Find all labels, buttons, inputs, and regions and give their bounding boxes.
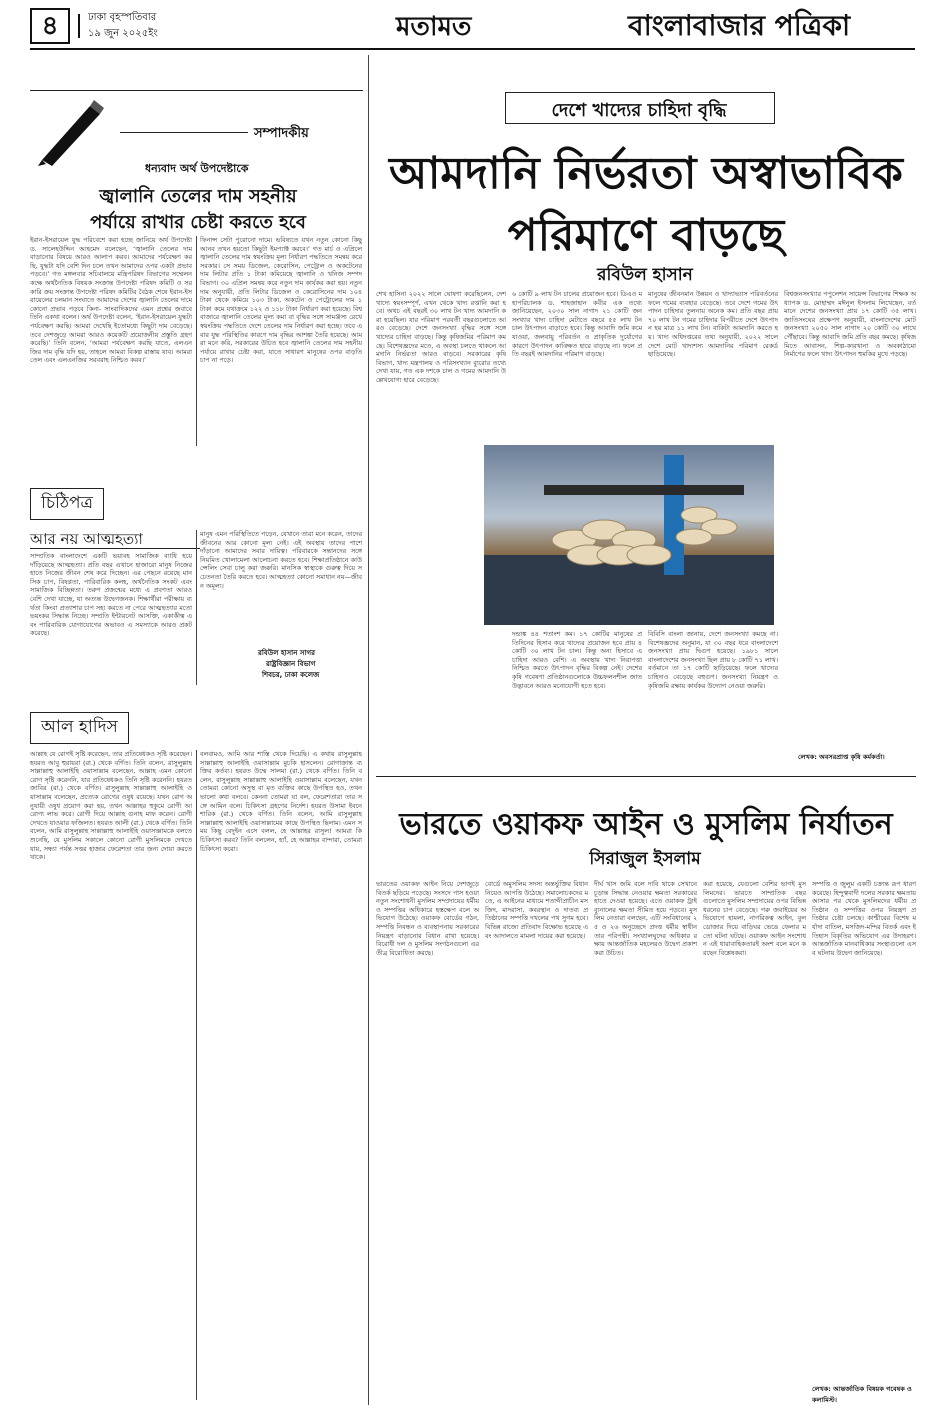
letters-signature-dept: রাষ্ট্রবিজ্ঞান বিভাগ <box>266 660 316 668</box>
editorial-headline-1: জ্বালানি তেলের দাম সহনীয় <box>99 186 297 207</box>
page-column-rule <box>368 55 369 1405</box>
food-caption-left: দন্ডাঙ্ক ৪৪ শতাংশ কম। ১৭ কোটির মানুষের প্রতিদিনের হিসাব করে খাদ্যের প্রয়োজন হবে প্রায় ৪ কোটি ৩০ লাখ টন চাল। কিন্তু অন্য হিসাবে এ চাহিদা আরও বেশি। এ অবস্থায় খাদ্য নিরাপত্তা নিশ্চিত করতে উৎপাদন বৃদ্ধির বিকল্প নেই। দেশের কৃষি গবেষণা প্রতিষ্ঠানগুলোকে উচ্চফলনশীল জাত উদ্ভাবনে আরও মনোযোগী হতে হবে। <box>512 630 642 690</box>
food-author-note: লেখক: অবসরপ্রাপ্ত কৃষি কর্মকর্তা। <box>798 753 885 761</box>
editorial-label: সম্পাদকীয় <box>254 126 309 141</box>
page-number: ৪ <box>30 8 70 44</box>
masthead: বাংলাবাজার পত্রিকা <box>628 9 851 42</box>
hadith-label: আল হাদিস <box>30 712 129 744</box>
editorial-headline-2: পর্যায়ে রাখার চেষ্টা করতে হবে <box>90 212 306 233</box>
food-headline-2: পরিমাণে বাড়ছে <box>507 210 785 261</box>
food-bottom-rule <box>376 776 916 777</box>
letters-headline-rule <box>30 548 200 549</box>
letters-col-rule <box>196 530 197 685</box>
hadith-col-2: বলবামও, আমি আর শাস্তি থেকে দিয়েছি। এ কথায় রাসুলুল্লাহ সাল্লাল্লাহু আলাইহি ওয়াসাল্লাম মুচকি হাসলেন। রোগাক্রান্ত ব্যক্তির কর্তব্য। হযরত উম্মে সালমা (রা.) থেকে বর্ণিত। তিনি বলেন, রাসুলুল্লাহ সাল্লাল্লাহু আলাইহি ওয়াসাল্লাম বলেছেন, যখন তোমরা কোনো অসুস্থ বা মৃত ব্যক্তির কাছে উপস্থিত হও, তখন ভালো কথা বলবে। কেননা তোমরা যা বল, ফেরেশতারা তার সঙ্গে আমিন বলে। চিকিৎসা গ্রহণের নির্দেশ। হযরত উসামা ইবনে শারিক (রা.) থেকে বর্ণিত। তিনি বলেন, আমি রাসুলুল্লাহ সাল্লাল্লাহু আলাইহি ওয়াসাল্লামের কাছে উপস্থিত ছিলাম। এমন সময় কিছু বেদুইন এসে বলল, হে আল্লাহর রাসুল! আমরা কি চিকিৎসা করব? তিনি বললেন, হ্যাঁ, হে আল্লাহর বান্দারা, তোমরা চিকিৎসা করো। <box>200 750 362 853</box>
header-rule <box>30 48 915 50</box>
food-col-1: শেখ হাসিনা ২০২২ সালে ঘোষণা করেছিলেন, দেশ খাদ্যে স্বয়ংসম্পূর্ণ, এখন থেকে খাদ্য রপ্তানি করা হবে। অথচ এই বছরই ৩০ লাখ টন খাদ্য আমদানি করা হয়েছিল। যার পরিমাণ পরবর্তী বছরগুলোতে আরও বেড়েছে। দেশে জনসংখ্যা বৃদ্ধির সঙ্গে সঙ্গে খাদ্যের চাহিদা বাড়ছে। কিন্তু কৃষিজমির পরিমাণ কমছে। বিশেষজ্ঞদের মতে, এ অবস্থা চলতে থাকলে আমদানি নির্ভরতা আরও বাড়বে। সরকারের কৃষি বিভাগ, খাদ্য মন্ত্রণালয় ও পরিসংখ্যান ব্যুরোর তথ্যে দেখা যায়, গত এক দশকে চাল ও গমের আমদানি উল্লেখযোগ্য হারে বেড়েছে। <box>376 290 506 384</box>
header-divider-icon <box>78 14 80 38</box>
hadith-col-rule <box>196 750 197 1400</box>
waqf-col-2: বোর্ডে অমুসলিম সদস্য অন্তর্ভুক্তির বিধান নিয়েও আপত্তি উঠেছে। সমালোচকদের মতে, এ আইনের মাধ্যমে শতাব্দীপ্রাচীন মসজিদ, মাদরাসা, কবরস্থান ও দাতব্য প্রতিষ্ঠানের সম্পত্তি দখলের পথ সুগম হবে। বিভিন্ন রাজ্যে প্রতিবাদ বিক্ষোভ হয়েছে এবং আদালতে মামলা দায়ের করা হয়েছে। <box>485 880 588 940</box>
hadith-col-1: আল্লাহ যে রোগই সৃষ্টি করেছেন, তার প্রতিষেধকও সৃষ্টি করেছেন। হযরত আবু হুরায়রা (রা.) থেকে বর্ণিত। তিনি বলেন, রাসুলুল্লাহ সাল্লাল্লাহু আলাইহি ওয়াসাল্লাম বলেছেন, আল্লাহ এমন কোনো রোগ সৃষ্টি করেননি, যার প্রতিষেধকও তিনি সৃষ্টি করেননি। হযরত জাবির (রা.) থেকে বর্ণিত। রাসুলুল্লাহ সাল্লাল্লাহু আলাইহি ওয়াসাল্লাম বলেছেন, প্রত্যেক রোগের ওষুধ রয়েছে। যখন রোগ অনুযায়ী ওষুধ প্রয়োগ করা হয়, তখন আল্লাহর হুকুমে রোগী আরোগ্য লাভ করে। রোগী দিয়ে আল্লাহ গুনাহ মাফ করেন। রোগী দেখতে যাওয়ার ফজিলত। হযরত আলী (রা.) থেকে বর্ণিত। তিনি বলেন, আমি রাসুলুল্লাহ সাল্লাল্লাহু আলাইহি ওয়াসাল্লামকে বলতে শুনেছি, যে মুসলিম সকালে কোনো রোগী মুসলিমকে দেখতে যায়, সন্ধ্যা পর্যন্ত সত্তর হাজার ফেরেশতা তার জন্য দোয়া করতে থাকে। <box>30 750 192 862</box>
editorial-col-rule <box>196 236 197 446</box>
editorial-kicker: ধন্যবাদ অর্থ উপদেষ্টাকে <box>145 162 249 175</box>
header-day: ঢাকা বৃহস্পতিবার <box>88 12 157 23</box>
food-col-3: মানুষের জীবনমান উন্নয়ন ও খাদ্যাভ্যাস পরিবর্তনের ফলে গমের ব্যবহার বেড়েছে। তবে দেশে গমের উৎপাদন চাহিদার তুলনায় অনেক কম। প্রতি বছর প্রায় ৭০ লাখ টন গমের চাহিদার বিপরীতে দেশে উৎপাদন হয় মাত্র ১১ লাখ টন। বাকিটা আমদানি করতে হয়। খাদ্য অধিদপ্তরের তথ্য অনুযায়ী, ২০২২ সালে দেশে মোট খাদ্যশস্য আমদানির পরিমাণ রেকর্ড ছাড়িয়েছে। <box>648 290 778 359</box>
food-byline: রবিউল হাসান <box>597 265 693 285</box>
letters-label: চিঠিপত্র <box>30 488 104 520</box>
letters-col-1: সাম্প্রতিক বাংলাদেশে একটি ভয়াবহ সামাজিক ব্যাধি হয়ে দাঁড়িয়েছে আত্মহত্যা। প্রতি বছর এখানে হাজারো মানুষ নিজের হাতে নিজের জীবন শেষ করে দিচ্ছেন। এর পেছনে রয়েছে মানসিক চাপ, বিষণ্ণতা, পারিবারিক কলহ, অর্থনৈতিক সংকট এবং সামাজিক বিচ্ছিন্নতা। তরুণ প্রজন্মের মধ্যে এ প্রবণতা আরও বেশি দেখা যাচ্ছে, যা অত্যন্ত উদ্বেগজনক। শিক্ষার্থীরা পরীক্ষায় ব্যর্থতা কিংবা প্রত্যাশার চাপ সহ্য করতে না পেরে আত্মহত্যার মতো ভয়ংকর সিদ্ধান্ত নিচ্ছে। সম্প্রতি ইন্টারনেট আসক্তি, একাকীত্ব এবং পারিবারিক যোগাযোগের অভাবও এ সমস্যাকে আরও প্রকট করেছে। <box>30 552 192 638</box>
letters-headline: আর নয় আত্মহত্যা <box>30 530 143 548</box>
letters-col-2: মানুষ এমন পরিস্থিতিতে পড়েন, যেখানে তারা মনে করেন, তাদের জীবনের আর কোনো মূল্য নেই। এই অবস্থায় তাদের পাশে দাঁড়ানো আমাদের সবার দায়িত্ব। পরিবারকে সন্তানদের সঙ্গে নিয়মিত খোলামেলা আলোচনা করতে হবে। শিক্ষাপ্রতিষ্ঠানে কাউন্সেলিং সেবা চালু করা জরুরি। মানসিক স্বাস্থ্যকে গুরুত্ব দিয়ে সচেতনতা তৈরি করতে হবে। আত্মহত্যা কোনো সমাধান নয়—জীবন অমূল্য। <box>200 530 362 590</box>
food-col-4: বিশ্বজনসংখ্যার পপুলেশন সায়েন্স বিভাগের শিক্ষক অধ্যাপক ড. মোহাম্মদ মঈনুল ইসলাম লিখেছেন, বর্তমানে দেশের জনসংখ্যা প্রায় ১৭ কোটি ৩৫ লাখ। জাতিসংঘের প্রক্ষেপণ অনুযায়ী, বাংলাদেশের মোট জনসংখ্যা ২০৫০ সাল নাগাদ ২০ কোটি ৩০ লাখে পৌঁছাবে। কিন্তু আবাদি জমি প্রতি বছর কমছে। কৃষিজমিতে আবাসন, শিল্প-কারখানা ও অবকাঠামো নির্মাণের ফলে খাদ্য উৎপাদন হুমকির মুখে পড়ছে। <box>784 290 916 359</box>
food-kicker: দেশে খাদ্যের চাহিদা বৃদ্ধি <box>551 100 727 121</box>
letters-signature-place: শিবচর, ঢাকা কলেজ <box>262 671 320 679</box>
waqf-col-3: দীর্ঘ খাস জমি বলে দাবি থাকে সেখানে চূড়ান্ত সিদ্ধান্ত নেওয়ার ক্ষমতা সরকারের হাতে দেওয়া হয়েছে। এতে ওয়াকফ ট্রাইব্যুনালের ক্ষমতা সীমিত হয়ে পড়বে। মুসলিম নেতারা বলছেন, এটি সংবিধানের ২৫ ও ২৬ অনুচ্ছেদে প্রদত্ত ধর্মীয় স্বাধীনতার পরিপন্থী। সংখ্যালঘুদের অধিকার রক্ষায় আন্তর্জাতিক মহলেরও উদ্বেগ প্রকাশ করা উচিত। <box>594 880 697 957</box>
food-caption-right: বিবিসি বাংলা জানায়, দেশে জনসংখ্যা কমছে না। বিশেষজ্ঞদের অনুমান, যা ৩০ বছর ধরে বাংলাদেশে জনসংখ্যা প্রায় দ্বিগুণ হয়েছে। ১৯৮১ সালে বাংলাদেশের জনসংখ্যা ছিল প্রায় ৮ কোটি ৭১ লাখ। বর্তমানে তা ১৭ কোটি ছাড়িয়েছে। ফলে খাদ্যের চাহিদাও বেড়েছে বহুগুণ। জনসংখ্যা নিয়ন্ত্রণ ও কৃষিজমি রক্ষায় কার্যকর উদ্যোগ নেওয়া জরুরি। <box>648 630 778 690</box>
waqf-col-4: করা হয়েছে, যেগুলো বেশির ভাগই মুসলিমদের। ভারতে সাম্প্রতিক বছরগুলোতে মুসলিম সম্প্রদায়ের ওপর বিভিন্ন ধরনের চাপ বেড়েছে। গরু জবাইয়ের অভিযোগে হামলা, নাগরিকত্ব আইন, বুলডোজার দিয়ে বাড়িঘর ভেঙে ফেলার মতো ঘটনা ঘটছে। ওয়াকফ আইন সংশোধন এই ধারাবাহিকতারই অংশ বলে মনে করছেন বিশ্লেষকরা। <box>703 880 806 957</box>
editorial-col-1: ইরান-ইসরায়েল যুদ্ধ পরিবেশে করা হচ্ছে জানিয়ে অর্থ উপদেষ্টা ড. সালেহউদ্দিন আহমেদ বলেছেন, ‘জ্বালানি তেলের দাম বাড়ানোর বিষয়ে আরও আলাপ করব। আমাদের পর্যবেক্ষণ করছি, যুদ্ধটা যদি বেশি দিন চলে তখন আমাদের ওপর একটা প্রভাব পড়বে।’ গত মঙ্গলবার সচিবালয়ে মন্ত্রিপরিষদ বিভাগের সম্মেলন কক্ষে অর্থনৈতিক বিষয়ক সংক্রান্ত উপদেষ্টা পরিষদ কমিটি ও সরকারি ক্রয় সংক্রান্ত উপদেষ্টা পরিষদ কমিটির বৈঠক শেষে ইরান-ইসরায়েলের চলমান সংঘাতে আমাদের দেশের জ্বালানি তেলের দামে কোনো প্রভাব পড়বে কিনা- সাংবাদিকদের এমন প্রশ্নের জবাবে তিনি একথা বলেন। অর্থ উপদেষ্টা বলেন, ‘ইরান-ইসরায়েল যুদ্ধটা পর্যবেক্ষণ করছি। আমরা দেখেছি ইতোমধ্যে কিছুটা দাম বেড়েছে। তবে দেশজুড়ে আমরা আরও কয়েকটি প্রয়োজনীয় প্রস্তুতি গ্রহণ করেছি।’ তিনি বলেন, ‘আমরা পর্যবেক্ষণ করছি যাতে, এলএনজির দাম বৃদ্ধি যদি হয়, তাহলে আমরা বিকল্প রাস্তায় যাব। আমরা তেল এবং এলএনজির সরবরাহ নিশ্চিত করব।’ <box>30 236 192 365</box>
waqf-author-note: লেখক: আন্তর্জাতিক বিষয়ক গবেষক ও কলামিস্ট। <box>812 1385 912 1404</box>
waqf-headline: ভারতে ওয়াকফ আইন ও মুসলিম নির্যাতন <box>399 807 893 842</box>
grain-photo <box>484 445 774 625</box>
waqf-col-5: সম্পত্তি ও জুলুম একটি চক্রান্ত রূপ ধারণ করেছে। হিন্দুত্ববাদী দলের সরকার ক্ষমতায় আসার পর থেকে মুসলিমদের ধর্মীয় প্রতিষ্ঠান ও সম্পত্তির ওপর নিয়ন্ত্রণ প্রতিষ্ঠার চেষ্টা চলছে। কাশ্মীরের বিশেষ মর্যাদা বাতিল, মসজিদ-মন্দির বিতর্ক এবং ইতিহাস বিকৃতির অভিযোগ এর উদাহরণ। আন্তর্জাতিক মানবাধিকার সংস্থাগুলো এসব ঘটনায় উদ্বেগ জানিয়েছে। <box>812 880 916 957</box>
waqf-byline: সিরাজুল ইসলাম <box>589 849 701 869</box>
section-title: মতামত <box>396 12 472 42</box>
editorial-col-2: ফিনান্স সেটা পুরোনো দামে। ভবিষ্যতে যখন নতুন কোনো কিছু আনব তখন হয়তো কিছুটা ইমপ্যাক্ট করবে।’ গত মার্চ ও এপ্রিলে জ্বালানি তেলের দাম স্বয়ংক্রিয় মূল্য নির্ধারণ পদ্ধতিতে সমন্বয় করে সরকার। সে সময় ডিজেল, কেরোসিন, পেট্রোল ও অকটেনের দাম লিটার প্রতি ১ টাকা কমিয়েছে জ্বালানি ও খনিজ সম্পদ বিভাগ। ৩০ এপ্রিল সমন্বয় করে নতুন দাম কার্যকর করা হয়। নতুন দাম অনুযায়ী, প্রতি লিটার ডিজেল ও কেরোসিনের দাম ১০৪ টাকা থেকে কমিয়ে ১০৩ টাকা, অকটেন ও পেট্রোলের দাম ১ টাকা কমে যথাক্রমে ১২২ ও ১১৮ টাকা নির্ধারণ করা হয়েছে। বিশ্ববাজারে জ্বালানি তেলের মূল্য কমা বা বৃদ্ধির সঙ্গে সামঞ্জস্য রেখে স্বয়ংক্রিয় পদ্ধতিতে দেশে তেলের দাম নির্ধারণ করা হচ্ছে। তবে এবার যুদ্ধ পরিস্থিতির কারণে দাম বৃদ্ধির আশঙ্কা তৈরি হয়েছে। আমরা মনে করি, সরকারের উচিত হবে জ্বালানি তেলের দাম সহনীয় পর্যায়ে রাখার চেষ্টা করা, যাতে সাধারণ মানুষের ওপর বাড়তি চাপ না পড়ে। <box>200 236 362 365</box>
letters-signature-name: রবিউল হাসান সাগর <box>258 649 315 657</box>
waqf-col-1: ভারতের ওয়াকফ আইন নিয়ে দেশজুড়ে বিতর্ক ছড়িয়ে পড়েছে। সংসদে পাস হওয়া নতুন সংশোধনী মুসলিম সম্প্রদায়ের ধর্মীয় ও সম্পত্তির অধিকারে হস্তক্ষেপ বলে অভিযোগ উঠেছে। ওয়াকফ বোর্ডের গঠন, সম্পত্তি নিবন্ধন ও ব্যবস্থাপনায় সরকারের নিয়ন্ত্রণ বাড়ানোর বিধান রাখা হয়েছে। বিরোধী দল ও মুসলিম সংগঠনগুলো এর তীব্র বিরোধিতা করছে। <box>376 880 479 957</box>
editorial-label-rule <box>120 132 248 133</box>
food-col-2: ৬ কোটি ৯ লাখ টন চালের প্রয়োজন হবে। ডিএও মহাপরিচালক ড. শাহজাহান কবীর এক তথ্যে জানিয়েছেন, ২০৩০ সাল নাগাদ ২১ কোটি জনসংখ্যার খাদ্য চাহিদা মেটাতে বছরে ৫৫ লাখ টন চাল উৎপাদন বাড়াতে হবে। কিন্তু আবাদি জমি কমে যাওয়া, জলবায়ু পরিবর্তন ও প্রাকৃতিক দুর্যোগের কারণে উৎপাদন কাঙ্ক্ষিত হারে বাড়ছে না। ফলে প্রতি বছরই আমদানির পরিমাণ বাড়ছে। <box>512 290 642 359</box>
food-headline-1: আমদানি নির্ভরতা অস্বাভাবিক <box>389 148 903 199</box>
header-date: ১৯ জুন ২০২৫ইং <box>88 28 158 39</box>
pen-icon <box>34 96 114 168</box>
